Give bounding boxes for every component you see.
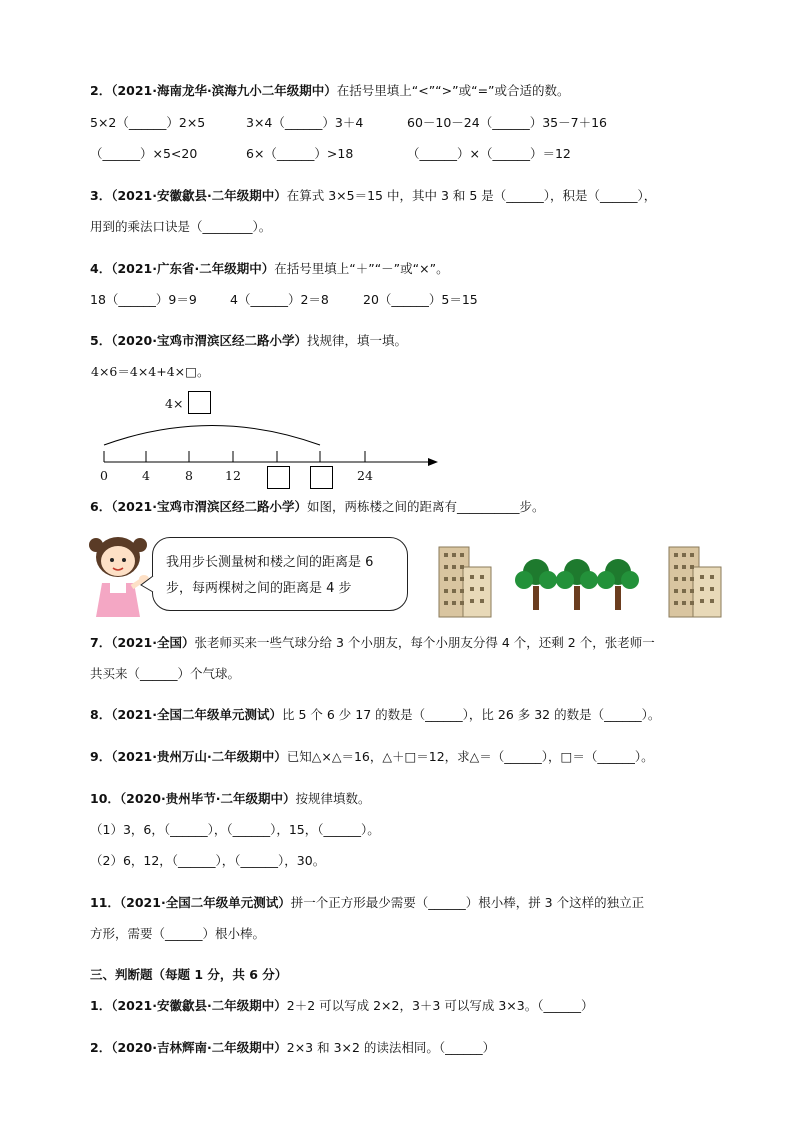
q5-answer-box-16[interactable] bbox=[267, 466, 290, 489]
q9-number: 9． bbox=[90, 749, 112, 764]
q3-text: 在算式 3×5＝15 中，其中 3 和 5 是（______），积是（______）， bbox=[286, 188, 657, 203]
j2-text: 2×3 和 3×2 的读法相同。（______） bbox=[286, 1040, 496, 1055]
q5-answer-box-20[interactable] bbox=[310, 466, 333, 489]
j2-number: 2． bbox=[90, 1040, 112, 1055]
q3-source: （2021·安徽歙县·二年级期中） bbox=[111, 188, 287, 203]
q10-source: （2020·贵州毕节·二年级期中） bbox=[119, 791, 296, 806]
q9-source: （2021·贵州万山·二年级期中） bbox=[111, 749, 287, 764]
section-3-title: 三、判断题（每题 1 分，共 6 分） bbox=[90, 967, 288, 982]
question-7 bbox=[90, 635, 655, 651]
q2-item-1: 5×2（______）2×5 bbox=[90, 115, 206, 130]
q3-text-2: 用到的乘法口诀是（________）。 bbox=[90, 219, 272, 234]
q3-number: 3． bbox=[90, 188, 112, 203]
question-11 bbox=[90, 895, 644, 911]
q7-number: 7． bbox=[90, 635, 112, 650]
q10-number: 10． bbox=[90, 791, 120, 806]
q11-text-2: 方形，需要（______）根小棒。 bbox=[90, 926, 266, 941]
q8-source: （2021·全国二年级单元测试） bbox=[111, 707, 282, 722]
q2-number: 2． bbox=[90, 83, 112, 98]
question-6 bbox=[90, 499, 545, 515]
q5-4x-label: 4× bbox=[165, 396, 184, 411]
q7-text: 张老师买来一些气球分给 3 个小朋友，每个小朋友分得 4 个，还剩 2 个，张老师一 bbox=[194, 635, 655, 650]
q5-source: （2020·宝鸡市渭滨区经二路小学） bbox=[111, 333, 307, 348]
number-line-arc bbox=[104, 426, 320, 446]
j1-number: 1． bbox=[90, 998, 112, 1013]
q11-source: （2021·全国二年级单元测试） bbox=[119, 895, 291, 910]
tick-label-4: 4 bbox=[142, 468, 150, 483]
q2-item-4: （______）×5<20 bbox=[90, 146, 198, 161]
q5-formula: 4×6＝4×4+4×□。 bbox=[91, 364, 210, 379]
q2-item-6: （______）×（______）＝12 bbox=[407, 146, 571, 161]
judgement-2 bbox=[90, 1040, 495, 1056]
tree-2-icon bbox=[555, 556, 599, 612]
q7-source: （2021·全国） bbox=[111, 635, 195, 650]
q10-text: 按规律填数。 bbox=[295, 791, 371, 806]
q10-sequence-1: （1）3，6，（______），（______），15，（______）。 bbox=[90, 822, 380, 837]
q9-text: 已知△×△＝16，△＋□＝12，求△＝（______），□＝（______）。 bbox=[286, 749, 654, 764]
building-right-icon bbox=[665, 543, 725, 619]
q5-number: 5． bbox=[90, 333, 112, 348]
tick-label-0: 0 bbox=[100, 468, 108, 483]
q11-number: 11． bbox=[90, 895, 120, 910]
q2-item-5: 6×（______）>18 bbox=[246, 146, 354, 161]
question-10 bbox=[90, 791, 370, 807]
j1-source: （2021·安徽歙县·二年级期中） bbox=[111, 998, 287, 1013]
q4-number: 4． bbox=[90, 261, 112, 276]
q11-text: 拼一个正方形最少需要（______）根小棒，拼 3 个这样的独立正 bbox=[290, 895, 645, 910]
q7-text-2: 共买来（______）个气球。 bbox=[90, 666, 241, 681]
judgement-1 bbox=[90, 998, 593, 1014]
speech-bubble-tail bbox=[140, 575, 156, 595]
q4-text: 在括号里填上“＋”“－”或“×”。 bbox=[274, 261, 449, 276]
tick-label-8: 8 bbox=[185, 468, 193, 483]
building-left-icon bbox=[435, 543, 495, 619]
j2-source: （2020·吉林辉南·二年级期中） bbox=[111, 1040, 287, 1055]
q2-source: （2021·海南龙华·滨海九小二年级期中） bbox=[111, 83, 337, 98]
number-line-arrow bbox=[428, 458, 438, 466]
q10-sequence-2: （2）6，12，（______），（______），30。 bbox=[90, 853, 326, 868]
j1-text: 2＋2 可以写成 2×2，3＋3 可以写成 3×3。（______） bbox=[286, 998, 594, 1013]
q6-source: （2021·宝鸡市渭滨区经二路小学） bbox=[111, 499, 307, 514]
q4-source: （2021·广东省·二年级期中） bbox=[111, 261, 275, 276]
tick-label-24: 24 bbox=[357, 468, 373, 483]
q4-item-3: 20（______）5＝15 bbox=[363, 292, 478, 307]
q2-item-3: 60－10－24（______）35－7＋16 bbox=[407, 115, 607, 130]
question-8 bbox=[90, 707, 660, 723]
q6-text: 如图，两栋楼之间的距离有__________步。 bbox=[307, 499, 545, 514]
tree-1-icon bbox=[514, 556, 558, 612]
q8-text: 比 5 个 6 少 17 的数是（______），比 26 多 32 的数是（______）。 bbox=[282, 707, 661, 722]
q4-item-1: 18（______）9＝9 bbox=[90, 292, 197, 307]
q6-number: 6． bbox=[90, 499, 112, 514]
q2-item-2: 3×4（______）3＋4 bbox=[246, 115, 364, 130]
q5-text: 找规律，填一填。 bbox=[307, 333, 408, 348]
question-9 bbox=[90, 749, 654, 765]
q2-text: 在括号里填上“<”“>”或“=”或合适的数。 bbox=[336, 83, 570, 98]
speech-bubble-text: 我用步长测量树和楼之间的距离是 6 步，每两棵树之间的距离是 4 步 bbox=[166, 555, 374, 596]
q8-number: 8． bbox=[90, 707, 112, 722]
tree-3-icon bbox=[596, 556, 640, 612]
q4-item-2: 4（______）2＝8 bbox=[230, 292, 329, 307]
tick-label-12: 12 bbox=[225, 468, 241, 483]
